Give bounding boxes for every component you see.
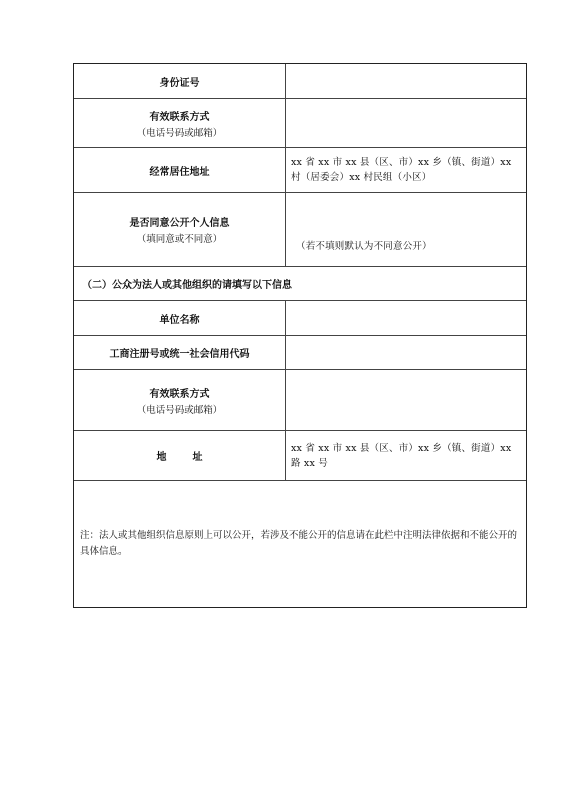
org-contact-field[interactable] (286, 370, 526, 430)
contact-label-cell (74, 99, 286, 147)
org-name-row (74, 301, 526, 336)
contact-row (74, 99, 526, 148)
org-contact-label: 有效联系方式 (149, 388, 210, 400)
org-registration-label-cell (74, 336, 286, 369)
org-note: 注：法人或其他组织信息原则上可以公开，若涉及不能公开的信息请在此栏中注明法律依据和不能公开的具体信息。 (80, 530, 518, 557)
residence-label: 经常居住地址 (149, 166, 210, 178)
contact-sublabel: （电话号码或邮箱） (136, 127, 223, 139)
org-name-field[interactable] (286, 301, 526, 335)
org-name-label: 单位名称 (159, 314, 200, 326)
contact-label: 有效联系方式 (149, 111, 210, 123)
id-number-label: 身份证号 (159, 77, 200, 89)
org-address-label-cell (74, 431, 286, 480)
org-address-label: 地址 (156, 452, 229, 463)
id-number-row (74, 64, 526, 99)
consent-label: 是否同意公开个人信息 (129, 218, 230, 229)
org-address-row (74, 431, 526, 481)
org-section-header-row (74, 267, 526, 301)
id-number-label-cell (74, 64, 286, 98)
org-registration-label: 工商注册号或统一社会信用代码 (109, 349, 250, 360)
org-note-row (74, 481, 526, 607)
information-form (73, 63, 527, 608)
org-name-label-cell (74, 301, 286, 335)
org-contact-sublabel: （电话号码或邮箱） (136, 404, 223, 416)
residence-row (74, 148, 526, 193)
consent-field[interactable] (286, 193, 526, 266)
org-contact-label-cell (74, 370, 286, 430)
residence-value: xx 省 xx 市 xx 县（区、市）xx 乡（镇、街道）xx 村（居委会）xx 村民组（小区） (291, 157, 512, 183)
org-address-value: xx 省 xx 市 xx 县（区、市）xx 乡（镇、街道）xx 路 xx 号 (291, 442, 512, 469)
consent-row (74, 193, 526, 267)
residence-field[interactable] (286, 148, 526, 192)
consent-sublabel: （填同意或不同意） (136, 234, 223, 245)
residence-label-cell (74, 148, 286, 192)
contact-field[interactable] (286, 99, 526, 147)
org-section-title: （二）公众为法人或其他组织的请填写以下信息 (82, 280, 292, 291)
org-address-field[interactable] (286, 431, 526, 480)
consent-hint: （若不填则默认为不同意公开） (296, 241, 432, 252)
org-contact-row (74, 370, 526, 431)
id-number-field[interactable] (286, 64, 526, 98)
org-registration-row (74, 336, 526, 370)
org-section-header-cell (74, 267, 526, 300)
org-registration-field[interactable] (286, 336, 526, 369)
consent-label-cell (74, 193, 286, 266)
